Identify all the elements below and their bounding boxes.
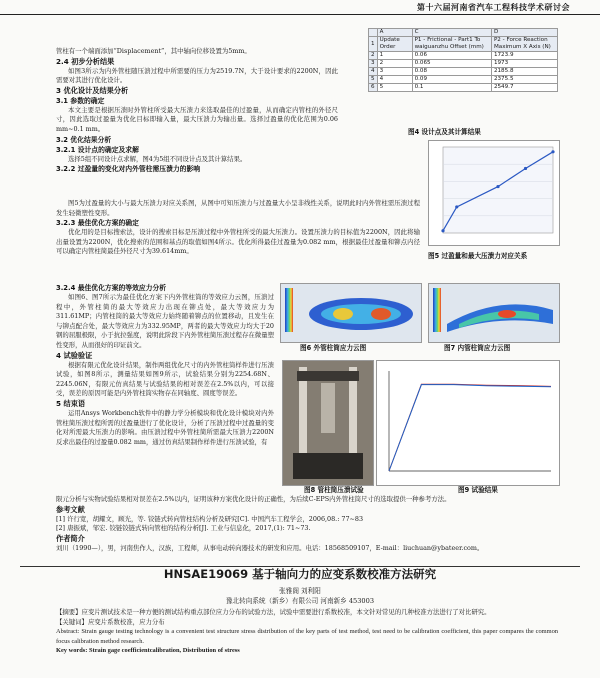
section-heading: 3.2.2 过盈量的变化对内外管柱需压溃力的影响 xyxy=(56,165,201,174)
references-heading: 参考文献 xyxy=(56,504,85,514)
figure-caption: 图6 外管柱筒应力云图 xyxy=(300,344,367,352)
table-cell: 0.09 xyxy=(412,76,491,84)
chart5-svg xyxy=(429,141,559,245)
table-row-number: 6 xyxy=(369,84,378,92)
table-header-cell: P2 - Force Reaction Maximum X Axis (N) xyxy=(491,37,557,52)
keywords-en: Key words: Strain gage coefficientcalibration, Distribution of stress xyxy=(56,647,240,655)
figure-caption: 图9 试验结果 xyxy=(458,486,498,494)
table-row-number: 5 xyxy=(369,76,378,84)
table-row xyxy=(369,60,558,68)
paragraph: 如图3所示为内外管柱随压溃过程中所需要的压力为2519.7N，大于设计要求的2200N，因此需要对其进行优化设计。 xyxy=(56,66,338,85)
abstract-cn: 【摘要】应变片测试技术是一种方便的测试结构重点部位应力分布的试验方法，试验中需要进行系数校准，本文针对常见的几种校准方法进行了对比研究。 xyxy=(56,608,491,616)
table-row xyxy=(369,76,558,84)
figure-6-stress-contour xyxy=(280,283,422,343)
table-row xyxy=(369,84,558,92)
running-header xyxy=(0,0,600,15)
series-line xyxy=(389,384,551,471)
hotspot xyxy=(498,310,516,318)
figure-7-stress-contour xyxy=(428,283,560,343)
paragraph: 运用Ansys Workbench软件中的静力学分析模块和优化设计模块对内外管柱简压溃过程所需的过盈量进行了优化设计，分析了压溃过程中过盈量的变化对所需最大压溃力的影响。由压溃过程中外管柱简所需最大压溃力2200N反求出最佳的过盈量0.082 mm，通过仿真结果制作样件进行压溃试验，有 xyxy=(56,408,274,446)
table-cell: 4 xyxy=(377,76,412,84)
plot-area xyxy=(443,147,553,233)
paragraph: 选择5组不同设计点求解，图4为5组不同设计点及其计算结果。 xyxy=(68,154,247,163)
table-header-cell: P1 - Frictional - Part1 To waiguanzhu Offset (mm) xyxy=(412,37,491,52)
abstract-en: Abstract: Strain gauge testing technology is a convenient test structure stress distribution of the key parts of test method, test need to be calibration coefficient, this paper compares the common focus calibration method research. xyxy=(56,628,558,645)
crosshead xyxy=(297,371,359,381)
data-point xyxy=(524,167,527,170)
keywords-cn: 【关键词】应变片系数校准，应力分布 xyxy=(56,617,165,626)
table-cell: 2375.5 xyxy=(491,76,557,84)
paragraph: 如图6、图7所示为最佳优化方案下内外管柱筒的等效应力云图，压溃过程中，外管柱简的最大等效应力出现在铆点处，最大等效应力为311.61MP；内管柱筒的最大等效应力始终随着铆点的位置移动，且发生在与铆点配合处，最大等效应力为332.95MP，两者的最大等效应力均大于20钢的屈服极限，小于抗拉强度，说明此阶段下内外管柱简压溃过程存在微量塑性变形，从而很好的印证前文。 xyxy=(56,293,274,349)
author-bio: 刘川（1990—），男，河南焦作人，汉族，工程师，从事电动转向器技术的研发和应用。电话：18568509107，E-mail：liuchuan@ybateer.com。 xyxy=(56,543,484,552)
table-row-number: 2 xyxy=(369,52,378,60)
machine-base xyxy=(293,453,363,479)
data-point xyxy=(496,185,499,188)
legend-bar xyxy=(285,288,293,332)
reference-item: [2] 唐振斌，邹宏. 铰链铰链式转向管柱的结构分析[J]. 工业与信息化，2017,(1): 71~73. xyxy=(56,524,311,533)
table-col-letter: D xyxy=(491,29,557,37)
section-heading: 3.2.4 最佳优化方案的等效应力分析 xyxy=(56,284,167,292)
chart9-svg xyxy=(377,361,559,485)
table-cell: 1973 xyxy=(491,60,557,68)
next-article-authors: 张雅阁 刘利阳 xyxy=(279,587,321,595)
table-col-letter: A xyxy=(377,29,412,37)
hotspot xyxy=(371,308,391,320)
figure-caption: 图5 过盈量和最大压溃力对应关系 xyxy=(428,252,528,260)
data-point xyxy=(455,205,458,208)
next-article-affiliation: 豫北转向系统（新乡）有限公司 河南新乡 453003 xyxy=(225,597,375,605)
reference-item: [1] 许行宽，胡耀文，顾光，等. 铰链式转向管柱结构分析及研究[C]. 中国汽车工程学会，2006,08.: 77~83 xyxy=(56,514,364,523)
paragraph: 本文主要是根据压溃时外管柱所受最大压溃力来选取最佳的过盈量，从而确定内管柱的外径尺寸，因此选取过盈量为优化目标即输入量，最大压溃力为输出量。选择过盈量的优化范围为0.06 mm~0.1 mm。 xyxy=(56,105,338,133)
table-cell: 2549.7 xyxy=(491,84,557,92)
data-point xyxy=(551,150,554,153)
design-points-table-grid xyxy=(368,28,558,92)
next-article-title: HNSAE19069 基于轴向力的应变系数校准方法研究 xyxy=(163,567,437,581)
next-article-body xyxy=(56,608,558,656)
figure-caption: 图7 内管柱筒应力云图 xyxy=(444,344,511,352)
figure-caption: 图8 管柱筒压溃试验 xyxy=(304,486,364,494)
section-heading: 3.2 优化结果分析 xyxy=(56,135,112,144)
running-header-text: 第十六届河南省汽车工程科技学术研讨会 xyxy=(417,3,570,12)
author-heading: 作者简介 xyxy=(56,533,85,543)
section-heading: 2.4 初步分析结果 xyxy=(56,56,115,66)
section-heading: 3.2.1 设计点的确定及求解 xyxy=(56,145,139,154)
table-cell: 0.06 xyxy=(412,52,491,60)
paragraph: 优化用的是目标搜索法，设计的搜索目标是压溃过程中外管柱所受的最大压溃力。设置压溃力的目标值为2200N，因此将输出量设置为2200N，优化搜索的范围和基点的取值如图4所示。优化所得最佳过盈量为0.082 mm，根据最佳过盈量和铆点内径可以确定内管柱简最佳外径尺寸为39.614mm。 xyxy=(56,228,420,256)
contour-6-svg xyxy=(281,284,421,342)
bottom-text xyxy=(56,495,558,553)
section-heading: 4 试验验证 xyxy=(56,350,93,360)
table-cell: 0.08 xyxy=(412,68,491,76)
section-heading: 3.2.3 最佳优化方案的确定 xyxy=(56,219,139,228)
left-column-lower xyxy=(56,283,274,447)
table-cell: 3 xyxy=(377,68,412,76)
paragraph: 限元分析与实物试验结果相对误差在2.5%以内，证明该种方案优化设计的正确性，为后续C-EPS内外管柱筒尺寸的选取提供一种参考方法。 xyxy=(56,495,451,503)
contour-7-svg xyxy=(429,284,559,342)
data-point xyxy=(441,229,444,232)
section-heading: 3 优化设计及结果分析 xyxy=(56,85,129,95)
legend-bar xyxy=(433,288,441,332)
figure-9-test-curves xyxy=(376,360,560,486)
table-cell: 0.065 xyxy=(412,60,491,68)
figure-8-test-photo xyxy=(282,360,374,486)
table-col-letter xyxy=(369,29,378,37)
table-cell: 5 xyxy=(377,84,412,92)
table-cell: 0.1 xyxy=(412,84,491,92)
section-heading: 5 结束语 xyxy=(56,398,86,408)
table-col-letter: C xyxy=(412,29,491,37)
left-column-wide-1 xyxy=(56,199,420,257)
table-cell: 1 xyxy=(377,52,412,60)
table-cell: 2 xyxy=(377,60,412,68)
table-cell: 1723.9 xyxy=(491,52,557,60)
figure-caption: 图4 设计点及其计算结果 xyxy=(408,128,481,136)
table-row-number: 3 xyxy=(369,60,378,68)
specimen xyxy=(321,383,335,433)
table-header-cell: Update Order xyxy=(377,37,412,52)
paragraph: 图5为过盈量的大小与最大压溃力对应关系图，从图中可知压溃力与过盈量大小呈非线性关系，说明此时内外管柱需压溃过程发生轻微塑性变形。 xyxy=(56,199,420,217)
series-line xyxy=(389,385,551,471)
table-cell: 1 xyxy=(369,37,378,52)
design-points-table xyxy=(368,28,558,92)
figure-5-chart xyxy=(428,140,560,246)
left-column xyxy=(56,47,338,174)
paragraph: 管柱有一个端面添加“Displacement”，其中轴向位移设置为5mm。 xyxy=(56,47,251,55)
paragraph: 根据有限元优化设计结果，制作两组优化尺寸的内外管柱筒样件进行压溃试验，如图8所示，测量结果如图9所示，试验结果分别为2254.68N、2245.06N，有限元仿真结果与试验结果的相对误差在2.5%以内，可以接受，误差的原因可能是内外管柱筒实物存在同轴度、圆度等误差。 xyxy=(56,360,274,398)
table-row-number: 4 xyxy=(369,68,378,76)
photo-8-svg xyxy=(283,361,373,485)
hotspot xyxy=(333,308,353,320)
table-cell: 2185.8 xyxy=(491,68,557,76)
table-body xyxy=(369,52,558,92)
table-row xyxy=(369,52,558,60)
table-row xyxy=(369,68,558,76)
section-heading: 3.1 参数的确定 xyxy=(56,96,105,105)
